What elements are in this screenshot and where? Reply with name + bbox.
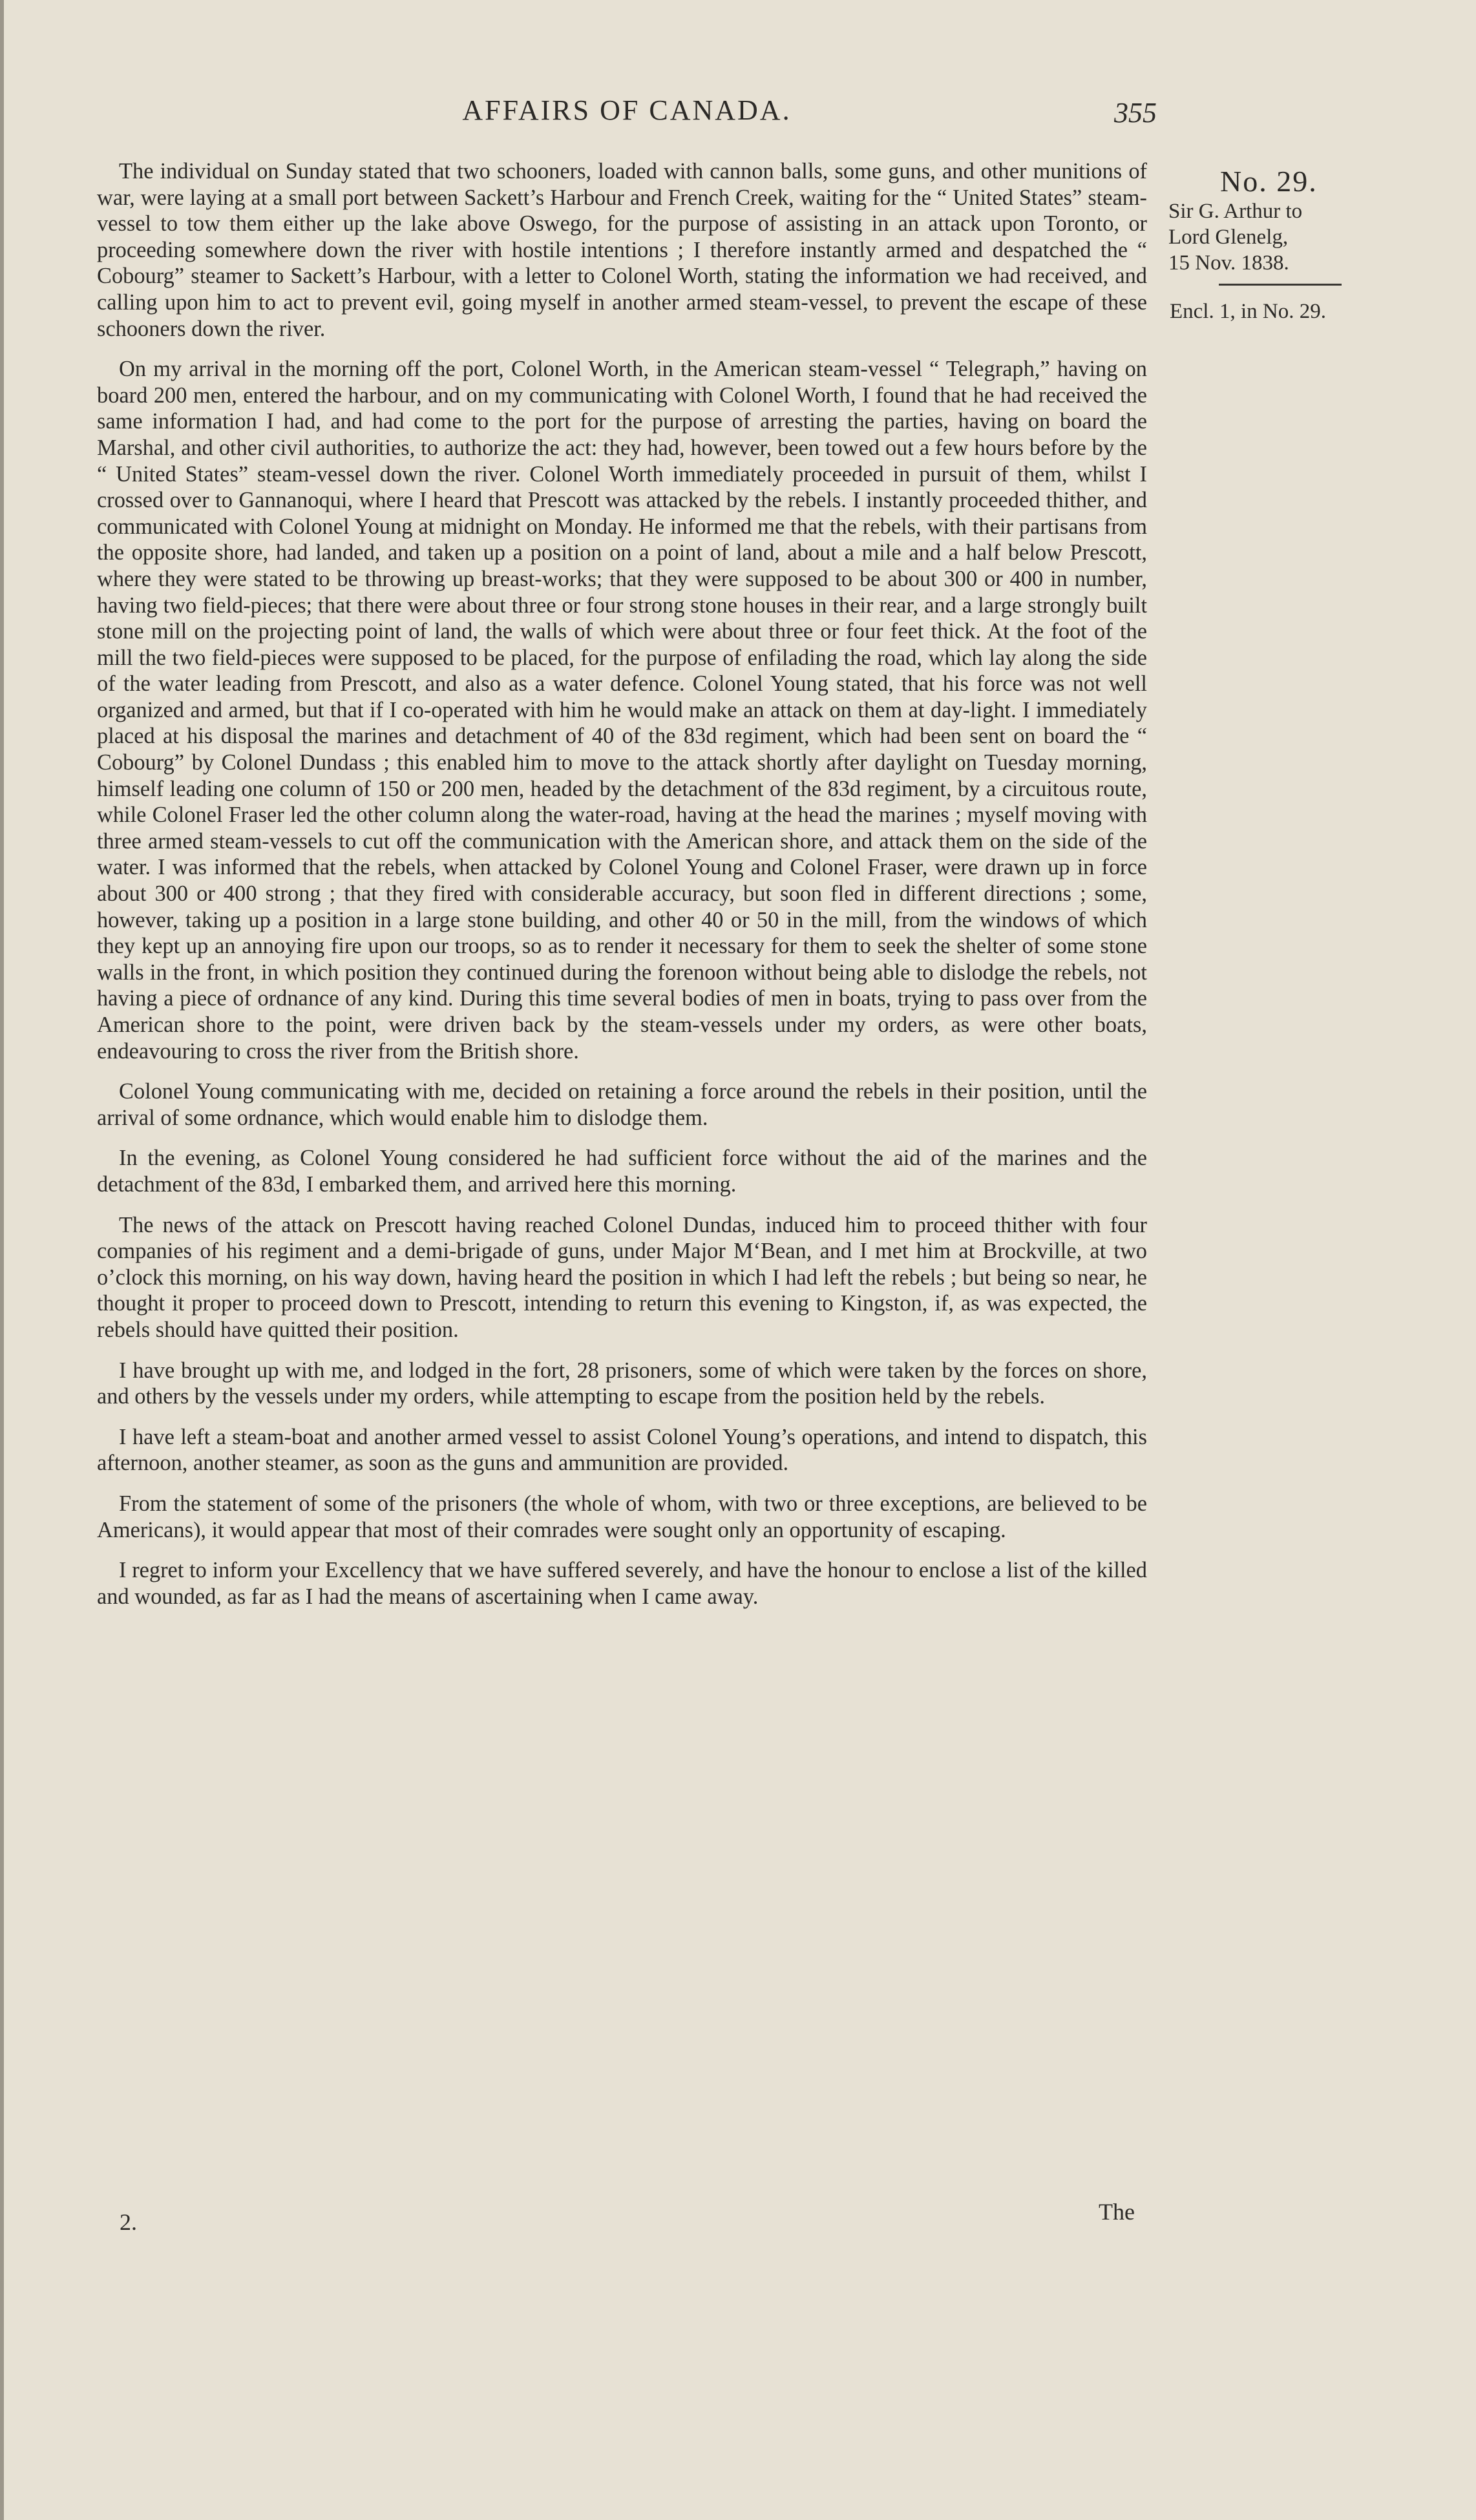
margin-note bbox=[1168, 165, 1375, 324]
document-number: No. 29. bbox=[1220, 165, 1318, 198]
catchword: The bbox=[1099, 2199, 1135, 2225]
body-text bbox=[97, 158, 1147, 1624]
paragraph: Colonel Young communicating with me, decided on retaining a force around the rebels in their position, until the arrival of some ordnance, which would enable him to dislodge them. bbox=[97, 1079, 1147, 1130]
paragraph: On my arrival in the morning off the port, Colonel Worth, in the American steam-vessel “ Telegraph,” having on board 200 men, entered the harbour, and on my communicating with Colonel Worth, I found that he had received the same information I had, and had come to the port for the purpose of arresting the parties, having on board the Marshal, and other civil authorities, to authorize the act: they had, however, been towed out a few hours before by the “ United States” steam-vessel down the river. Colonel Worth immediately proceeded in pursuit of them, whilst I crossed over to Gannanoqui, where I heard that Prescott was attacked by the rebels. I instantly proceeded thither, and communicated with Colonel Young at midnight on Monday. He informed me that the rebels, with their partisans from the opposite shore, had landed, and taken up a position on a point of land, about a mile and a half below Prescott, where they were stated to be throwing up breast-works; that they were supposed to be about 300 or 400 in number, having two field-pieces; that there were about three or four strong stone houses in their rear, and a large strongly built stone mill on the projecting point of land, the walls of which were about three or four feet thick. At the foot of the mill the two field-pieces were supposed to be placed, for the purpose of enfilading the road, which lay along the side of the water leading from Prescott, and also as a water defence. Colonel Young stated, that his force was not well organized and armed, but that if I co-operated with him he would make an attack on them at day-light. I immediately placed at his disposal the marines and detachment of 40 of the 83d regiment, which had been sent on board the “ Cobourg” by Colonel Dundass ; this enabled him to move to the attack shortly after daylight on Tuesday morning, himself leading one column of 150 or 200 men, headed by the detachment of the 83d regiment, by a circuitous route, while Colonel Fraser led the other column along the water-road, having at the head the marines ; myself moving with three armed steam-vessels to cut off the communication with the American shore, and attack them on the side of the water. I was informed that the rebels, when attacked by Colonel Young and Colonel Fraser, were drawn up in force about 300 or 400 strong ; that they fired with considerable accuracy, but soon fled in different directions ; some, however, taking up a position in a large stone building, and other 40 or 50 in the mill, from the windows of which they kept up an annoying fire upon our troops, so as to render it necessary for them to seek the shelter of some stone walls in the front, in which position they continued during the forenoon without being able to dislodge the rebels, not having a piece of ordnance of any kind. During this time several bodies of men in boats, trying to pass over from the American shore to the point, were driven back by the steam-vessels under my orders, as were other boats, endeavouring to cross the river from the British shore. bbox=[97, 357, 1147, 1064]
recipient-line: Lord Glenelg, bbox=[1168, 226, 1289, 249]
paragraph: I regret to inform your Excellency that we have suffered severely, and have the honour to enclose a list of the killed and wounded, as far as I had the means of ascertaining when I came away. bbox=[97, 1558, 1147, 1609]
paragraph: From the statement of some of the prisoners (the whole of whom, with two or three exceptions, are believed to be Americans), it would appear that most of their comrades were sought only an opportunity of escaping. bbox=[97, 1491, 1147, 1542]
running-head bbox=[97, 94, 1157, 132]
page-binding-edge bbox=[0, 0, 4, 2520]
paragraph: The news of the attack on Prescott having reached Colonel Dundas, induced him to proceed thither with four companies of his regiment and a demi-brigade of guns, under Major M‘Bean, and I met him at Brockville, at two o’clock this morning, on his way down, having heard the position in which I had left the rebels ; but being so near, he thought it proper to proceed down to Prescott, intending to return this evening to Kingston, if, as was expected, the rebels should have quitted their position. bbox=[97, 1212, 1147, 1342]
signature-mark: 2. bbox=[120, 2209, 137, 2235]
margin-rule bbox=[1219, 284, 1342, 286]
paragraph: In the evening, as Colonel Young considered he had sufficient force without the aid of the marines and the detachment of the 83d, I embarked them, and arrived here this morning. bbox=[97, 1146, 1147, 1197]
date-line: 15 Nov. 1838. bbox=[1168, 251, 1289, 275]
paragraph: The individual on Sunday stated that two schooners, loaded with cannon balls, some guns, and other munitions of war, were laying at a small port between Sackett’s Harbour and French Creek, waiting for the “ United States” steam-vessel to tow them either up the lake above Oswego, for the purpose of assisting in an attack upon Toronto, or proceeding somewhere down the river with hostile intentions ; I therefore instantly armed and despatched the “ Cobourg” steamer to Sackett’s Harbour, with a letter to Colonel Worth, stating the information we had received, and calling upon him to act to prevent evil, going myself in another armed steam-vessel, to prevent the escape of these schooners down the river. bbox=[97, 159, 1147, 341]
running-title: AFFAIRS OF CANADA. bbox=[462, 94, 792, 126]
paragraph: I have left a steam-boat and another armed vessel to assist Colonel Young’s operations, and intend to dispatch, this afternoon, another steamer, as soon as the guns and ammunition are provided. bbox=[97, 1424, 1147, 1476]
sender-line: Sir G. Arthur to bbox=[1168, 200, 1303, 223]
page-number: 355 bbox=[1114, 97, 1157, 129]
enclosure-line: Encl. 1, in No. 29. bbox=[1170, 300, 1326, 323]
paragraph: I have brought up with me, and lodged in the fort, 28 prisoners, some of which were taken by the forces on shore, and others by the vessels under my orders, while attempting to escape from the position held by the rebels. bbox=[97, 1358, 1147, 1409]
